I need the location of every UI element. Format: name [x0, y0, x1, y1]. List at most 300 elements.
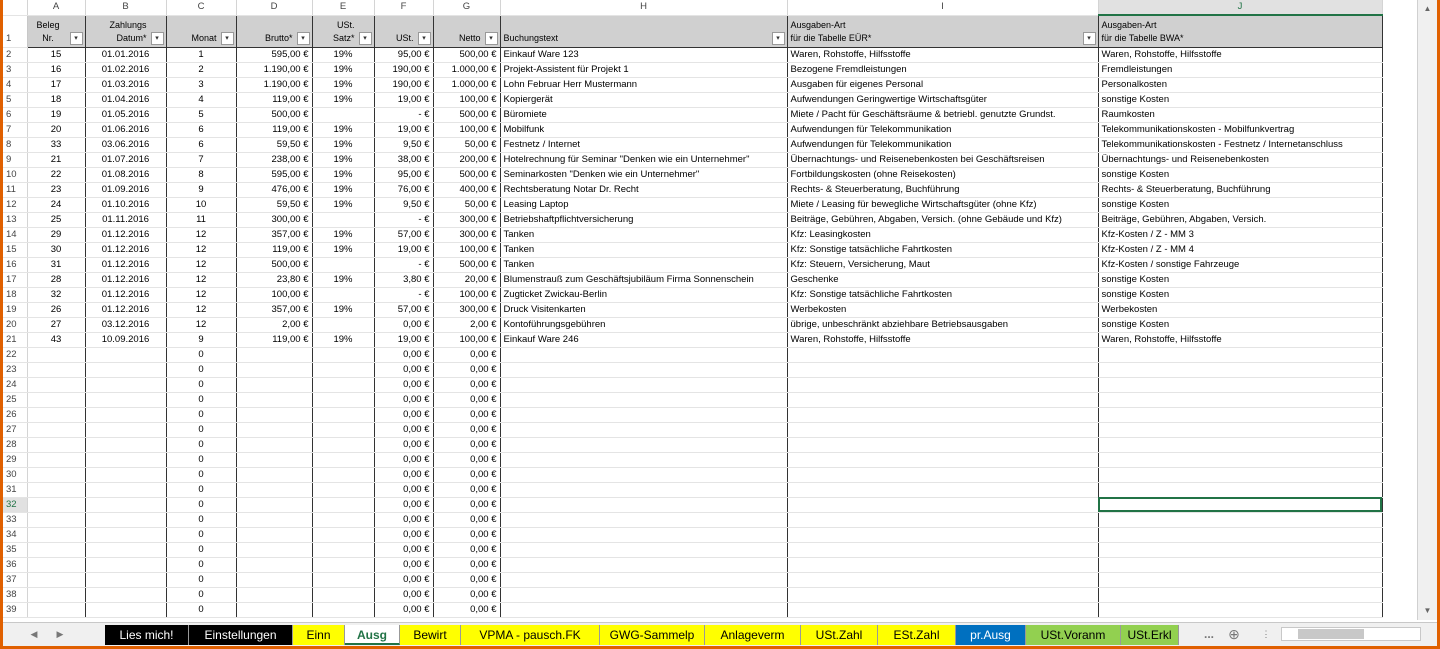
cell-b[interactable] — [85, 452, 166, 467]
cell-b[interactable] — [85, 512, 166, 527]
column-header-a[interactable]: A — [27, 0, 85, 15]
cell-j[interactable]: Fremdleistungen — [1098, 62, 1382, 77]
cell-i[interactable] — [787, 587, 1098, 602]
cell-b[interactable] — [85, 542, 166, 557]
cell-c[interactable]: 6 — [166, 122, 236, 137]
row-header[interactable]: 30 — [3, 467, 27, 482]
cell-a[interactable]: 30 — [27, 242, 85, 257]
cell-a[interactable]: 22 — [27, 167, 85, 182]
cell-h[interactable]: Leasing Laptop — [500, 197, 787, 212]
tab-prev-icon[interactable]: ◀ — [30, 629, 38, 639]
cell-a[interactable]: 33 — [27, 137, 85, 152]
cell-c[interactable]: 0 — [166, 587, 236, 602]
cell-g[interactable]: 0,00 € — [433, 587, 500, 602]
cell-e[interactable]: 19% — [312, 182, 374, 197]
cell-f[interactable]: 9,50 € — [374, 197, 433, 212]
cell-f[interactable]: 0,00 € — [374, 422, 433, 437]
cell-a[interactable] — [27, 392, 85, 407]
cell-b[interactable]: 01.08.2016 — [85, 167, 166, 182]
cell-i[interactable]: Rechts- & Steuerberatung, Buchführung — [787, 182, 1098, 197]
cell-j[interactable]: Kfz-Kosten / sonstige Fahrzeuge — [1098, 257, 1382, 272]
cell-h[interactable]: Seminarkosten "Denken wie ein Unternehmer" — [500, 167, 787, 182]
cell-h[interactable]: Druck Visitenkarten — [500, 302, 787, 317]
cell-c[interactable]: 8 — [166, 167, 236, 182]
cell-c[interactable]: 0 — [166, 512, 236, 527]
tab-lies-mich-[interactable]: Lies mich! — [105, 625, 189, 645]
row-header[interactable]: 18 — [3, 287, 27, 302]
cell-g[interactable]: 200,00 € — [433, 152, 500, 167]
cell-f[interactable]: 0,00 € — [374, 347, 433, 362]
cell-a[interactable]: 17 — [27, 77, 85, 92]
cell-c[interactable]: 0 — [166, 527, 236, 542]
cell-j[interactable]: sonstige Kosten — [1098, 317, 1382, 332]
tab-einstellungen[interactable]: Einstellungen — [189, 625, 293, 645]
cell-h[interactable] — [500, 527, 787, 542]
cell-g[interactable]: 0,00 € — [433, 437, 500, 452]
cell-e[interactable]: 19% — [312, 137, 374, 152]
cell-f[interactable]: 0,00 € — [374, 362, 433, 377]
cell-i[interactable] — [787, 347, 1098, 362]
cell-j[interactable]: Personalkosten — [1098, 77, 1382, 92]
cell-g[interactable]: 0,00 € — [433, 347, 500, 362]
cell-b[interactable]: 01.06.2016 — [85, 122, 166, 137]
cell-g[interactable]: 0,00 € — [433, 557, 500, 572]
cell-d[interactable]: 23,80 € — [236, 272, 312, 287]
cell-g[interactable]: 100,00 € — [433, 242, 500, 257]
cell-b[interactable] — [85, 347, 166, 362]
cell-g[interactable]: 0,00 € — [433, 482, 500, 497]
cell-f[interactable]: 0,00 € — [374, 452, 433, 467]
cell-a[interactable] — [27, 527, 85, 542]
cell-b[interactable]: 01.10.2016 — [85, 197, 166, 212]
cell-f[interactable]: 76,00 € — [374, 182, 433, 197]
cell-a[interactable] — [27, 347, 85, 362]
cell-b[interactable]: 01.12.2016 — [85, 242, 166, 257]
cell-j[interactable]: Waren, Rohstoffe, Hilfsstoffe — [1098, 332, 1382, 347]
cell-f[interactable]: 0,00 € — [374, 497, 433, 512]
cell-g[interactable]: 0,00 € — [433, 602, 500, 617]
cell-h[interactable] — [500, 497, 787, 512]
row-header[interactable]: 29 — [3, 452, 27, 467]
cell-d[interactable]: 119,00 € — [236, 332, 312, 347]
cell-h[interactable]: Hotelrechnung für Seminar "Denken wie ein Unternehmer" — [500, 152, 787, 167]
cell-f[interactable]: 19,00 € — [374, 242, 433, 257]
cell-i[interactable] — [787, 422, 1098, 437]
cell-d[interactable]: 119,00 € — [236, 122, 312, 137]
cell-d[interactable] — [236, 497, 312, 512]
cell-f[interactable]: 19,00 € — [374, 92, 433, 107]
cell-i[interactable] — [787, 557, 1098, 572]
cell-h[interactable] — [500, 377, 787, 392]
cell-d[interactable] — [236, 512, 312, 527]
cell-d[interactable]: 1.190,00 € — [236, 62, 312, 77]
cell-i[interactable] — [787, 377, 1098, 392]
row-header[interactable]: 17 — [3, 272, 27, 287]
cell-g[interactable]: 0,00 € — [433, 542, 500, 557]
cell-j[interactable]: Waren, Rohstoffe, Hilfsstoffe — [1098, 47, 1382, 62]
cell-e[interactable]: 19% — [312, 302, 374, 317]
cell-b[interactable]: 01.09.2016 — [85, 182, 166, 197]
cell-b[interactable] — [85, 587, 166, 602]
tab-pr-ausg[interactable]: pr.Ausg — [956, 625, 1026, 645]
cell-h[interactable] — [500, 467, 787, 482]
cell-d[interactable]: 119,00 € — [236, 92, 312, 107]
cell-i[interactable]: Kfz: Sonstige tatsächliche Fahrtkosten — [787, 287, 1098, 302]
cell-a[interactable] — [27, 407, 85, 422]
cell-c[interactable]: 12 — [166, 317, 236, 332]
cell-d[interactable] — [236, 377, 312, 392]
row-header[interactable]: 22 — [3, 347, 27, 362]
cell-b[interactable]: 03.12.2016 — [85, 317, 166, 332]
scroll-up-icon[interactable]: ▲ — [1423, 4, 1432, 13]
cell-a[interactable] — [27, 542, 85, 557]
row-header[interactable]: 32 — [3, 497, 27, 512]
tab-gwg-sammelp[interactable]: GWG-Sammelp — [600, 625, 705, 645]
cell-c[interactable]: 0 — [166, 572, 236, 587]
cell-a[interactable] — [27, 557, 85, 572]
cell-b[interactable] — [85, 602, 166, 617]
cell-h[interactable]: Büromiete — [500, 107, 787, 122]
cell-e[interactable] — [312, 392, 374, 407]
cell-j[interactable] — [1098, 362, 1382, 377]
cell-g[interactable]: 0,00 € — [433, 452, 500, 467]
filter-dropdown-icon[interactable]: ▾ — [485, 32, 498, 45]
cell-b[interactable]: 10.09.2016 — [85, 332, 166, 347]
cell-e[interactable] — [312, 587, 374, 602]
cell-c[interactable]: 0 — [166, 557, 236, 572]
cell-c[interactable]: 0 — [166, 482, 236, 497]
cell-e[interactable] — [312, 482, 374, 497]
cell-b[interactable] — [85, 557, 166, 572]
cell-i[interactable]: Bezogene Fremdleistungen — [787, 62, 1098, 77]
cell-h[interactable]: Kontoführungsgebühren — [500, 317, 787, 332]
cell-f[interactable]: 0,00 € — [374, 602, 433, 617]
cell-c[interactable]: 7 — [166, 152, 236, 167]
cell-i[interactable] — [787, 452, 1098, 467]
cell-g[interactable]: 2,00 € — [433, 317, 500, 332]
cell-f[interactable]: - € — [374, 212, 433, 227]
vertical-scrollbar[interactable] — [1417, 0, 1437, 620]
cell-f[interactable]: 38,00 € — [374, 152, 433, 167]
cell-e[interactable] — [312, 422, 374, 437]
cell-b[interactable]: 01.11.2016 — [85, 212, 166, 227]
cell-g[interactable]: 500,00 € — [433, 257, 500, 272]
cell-h[interactable]: Kopiergerät — [500, 92, 787, 107]
add-sheet-icon[interactable]: ⊕ — [1228, 626, 1240, 642]
filter-dropdown-icon[interactable]: ▾ — [418, 32, 431, 45]
cell-g[interactable]: 50,00 € — [433, 197, 500, 212]
row-header[interactable]: 9 — [3, 152, 27, 167]
cell-e[interactable] — [312, 347, 374, 362]
cell-i[interactable]: Waren, Rohstoffe, Hilfsstoffe — [787, 332, 1098, 347]
cell-c[interactable]: 5 — [166, 107, 236, 122]
cell-j[interactable] — [1098, 602, 1382, 617]
row-header[interactable]: 12 — [3, 197, 27, 212]
cell-e[interactable]: 19% — [312, 227, 374, 242]
cell-e[interactable]: 19% — [312, 92, 374, 107]
cell-i[interactable]: Ausgaben für eigenes Personal — [787, 77, 1098, 92]
cell-g[interactable]: 400,00 € — [433, 182, 500, 197]
cell-h[interactable]: Festnetz / Internet — [500, 137, 787, 152]
cell-e[interactable]: 19% — [312, 62, 374, 77]
cell-e[interactable]: 19% — [312, 47, 374, 62]
cell-j[interactable] — [1098, 377, 1382, 392]
cell-c[interactable]: 0 — [166, 422, 236, 437]
cell-j[interactable] — [1098, 572, 1382, 587]
cell-h[interactable]: Tanken — [500, 227, 787, 242]
column-header-b[interactable]: B — [85, 0, 166, 15]
cell-e[interactable] — [312, 557, 374, 572]
cell-a[interactable]: 28 — [27, 272, 85, 287]
cell-d[interactable]: 476,00 € — [236, 182, 312, 197]
cell-j[interactable]: Telekommunikationskosten - Festnetz / Internetanschluss — [1098, 137, 1382, 152]
cell-f[interactable]: 0,00 € — [374, 317, 433, 332]
cell-a[interactable]: 25 — [27, 212, 85, 227]
cell-f[interactable]: 0,00 € — [374, 527, 433, 542]
cell-e[interactable] — [312, 107, 374, 122]
cell-d[interactable]: 59,50 € — [236, 197, 312, 212]
cell-h[interactable]: Einkauf Ware 123 — [500, 47, 787, 62]
cell-d[interactable] — [236, 482, 312, 497]
cell-g[interactable]: 0,00 € — [433, 407, 500, 422]
cell-h[interactable] — [500, 587, 787, 602]
cell-f[interactable]: 95,00 € — [374, 167, 433, 182]
cell-d[interactable]: 500,00 € — [236, 257, 312, 272]
cell-g[interactable]: 50,00 € — [433, 137, 500, 152]
cell-j[interactable]: sonstige Kosten — [1098, 167, 1382, 182]
row-header[interactable]: 39 — [3, 602, 27, 617]
cell-f[interactable]: 190,00 € — [374, 77, 433, 92]
column-header-i[interactable]: I — [787, 0, 1098, 15]
cell-f[interactable]: 19,00 € — [374, 122, 433, 137]
cell-b[interactable]: 01.12.2016 — [85, 302, 166, 317]
tab-more[interactable]: ... — [1203, 627, 1214, 641]
cell-f[interactable]: 190,00 € — [374, 62, 433, 77]
cell-i[interactable] — [787, 572, 1098, 587]
column-header-c[interactable]: C — [166, 0, 236, 15]
cell-e[interactable] — [312, 437, 374, 452]
cell-j[interactable] — [1098, 392, 1382, 407]
cell-j[interactable]: Übernachtungs- und Reisenebenkosten — [1098, 152, 1382, 167]
cell-b[interactable]: 01.02.2016 — [85, 62, 166, 77]
cell-h[interactable] — [500, 452, 787, 467]
cell-j[interactable]: Rechts- & Steuerberatung, Buchführung — [1098, 182, 1382, 197]
cell-b[interactable]: 01.12.2016 — [85, 257, 166, 272]
cell-i[interactable]: Kfz: Sonstige tatsächliche Fahrtkosten — [787, 242, 1098, 257]
cell-c[interactable]: 0 — [166, 392, 236, 407]
column-header-e[interactable]: E — [312, 0, 374, 15]
cell-g[interactable]: 1.000,00 € — [433, 77, 500, 92]
cell-g[interactable]: 0,00 € — [433, 527, 500, 542]
cell-i[interactable] — [787, 527, 1098, 542]
cell-h[interactable]: Blumenstrauß zum Geschäftsjubiläum Firma Sonnenschein — [500, 272, 787, 287]
row-header[interactable]: 6 — [3, 107, 27, 122]
tab-anlageverm[interactable]: Anlageverm — [705, 625, 801, 645]
row-header[interactable]: 23 — [3, 362, 27, 377]
cell-b[interactable]: 01.07.2016 — [85, 152, 166, 167]
cell-i[interactable]: Waren, Rohstoffe, Hilfsstoffe — [787, 47, 1098, 62]
cell-f[interactable]: 0,00 € — [374, 572, 433, 587]
cell-j[interactable] — [1098, 467, 1382, 482]
cell-j[interactable]: Kfz-Kosten / Z - MM 3 — [1098, 227, 1382, 242]
cell-j[interactable]: sonstige Kosten — [1098, 197, 1382, 212]
cell-i[interactable] — [787, 437, 1098, 452]
row-header[interactable]: 16 — [3, 257, 27, 272]
cell-e[interactable]: 19% — [312, 122, 374, 137]
cell-d[interactable] — [236, 557, 312, 572]
column-header-h[interactable]: H — [500, 0, 787, 15]
row-header[interactable]: 31 — [3, 482, 27, 497]
cell-b[interactable]: 01.05.2016 — [85, 107, 166, 122]
cell-a[interactable] — [27, 377, 85, 392]
cell-f[interactable]: 0,00 € — [374, 542, 433, 557]
cell-c[interactable]: 6 — [166, 137, 236, 152]
cell-h[interactable]: Einkauf Ware 246 — [500, 332, 787, 347]
cell-b[interactable]: 01.12.2016 — [85, 287, 166, 302]
cell-d[interactable]: 59,50 € — [236, 137, 312, 152]
cell-a[interactable] — [27, 497, 85, 512]
cell-g[interactable]: 0,00 € — [433, 467, 500, 482]
cell-h[interactable] — [500, 512, 787, 527]
cell-j[interactable]: Raumkosten — [1098, 107, 1382, 122]
cell-j[interactable]: sonstige Kosten — [1098, 287, 1382, 302]
cell-j[interactable]: sonstige Kosten — [1098, 272, 1382, 287]
cell-j[interactable] — [1098, 542, 1382, 557]
cell-h[interactable]: Tanken — [500, 257, 787, 272]
cell-f[interactable]: 0,00 € — [374, 557, 433, 572]
cell-c[interactable]: 3 — [166, 77, 236, 92]
cell-f[interactable]: 9,50 € — [374, 137, 433, 152]
row-header[interactable]: 33 — [3, 512, 27, 527]
cell-e[interactable] — [312, 512, 374, 527]
cell-a[interactable] — [27, 362, 85, 377]
row-header[interactable]: 2 — [3, 47, 27, 62]
cell-j[interactable] — [1098, 512, 1382, 527]
cell-c[interactable]: 4 — [166, 92, 236, 107]
row-header[interactable]: 4 — [3, 77, 27, 92]
cell-d[interactable] — [236, 422, 312, 437]
cell-i[interactable] — [787, 512, 1098, 527]
cell-b[interactable] — [85, 497, 166, 512]
cell-j[interactable] — [1098, 497, 1382, 512]
cell-j[interactable] — [1098, 422, 1382, 437]
filter-dropdown-icon[interactable]: ▾ — [221, 32, 234, 45]
cell-i[interactable] — [787, 362, 1098, 377]
cell-d[interactable] — [236, 467, 312, 482]
filter-dropdown-icon[interactable]: ▾ — [359, 32, 372, 45]
cell-e[interactable] — [312, 527, 374, 542]
cell-c[interactable]: 12 — [166, 287, 236, 302]
cell-g[interactable]: 300,00 € — [433, 227, 500, 242]
cell-i[interactable] — [787, 407, 1098, 422]
cell-e[interactable] — [312, 602, 374, 617]
cell-g[interactable]: 500,00 € — [433, 107, 500, 122]
cell-b[interactable] — [85, 362, 166, 377]
cell-i[interactable]: Aufwendungen für Telekommunikation — [787, 122, 1098, 137]
cell-g[interactable]: 0,00 € — [433, 362, 500, 377]
cell-b[interactable] — [85, 437, 166, 452]
cell-h[interactable]: Projekt-Assistent für Projekt 1 — [500, 62, 787, 77]
select-all-corner[interactable] — [3, 0, 27, 15]
cell-a[interactable] — [27, 602, 85, 617]
scroll-thumb[interactable] — [1298, 629, 1364, 639]
row-header[interactable]: 38 — [3, 587, 27, 602]
cell-c[interactable]: 0 — [166, 602, 236, 617]
cell-e[interactable]: 19% — [312, 242, 374, 257]
cell-e[interactable]: 19% — [312, 152, 374, 167]
cell-h[interactable] — [500, 392, 787, 407]
filter-dropdown-icon[interactable]: ▾ — [772, 32, 785, 45]
cell-g[interactable]: 500,00 € — [433, 47, 500, 62]
cell-i[interactable] — [787, 392, 1098, 407]
cell-e[interactable] — [312, 407, 374, 422]
cell-f[interactable]: - € — [374, 257, 433, 272]
cell-c[interactable]: 10 — [166, 197, 236, 212]
cell-i[interactable]: Werbekosten — [787, 302, 1098, 317]
cell-i[interactable]: Kfz: Leasingkosten — [787, 227, 1098, 242]
cell-j[interactable]: sonstige Kosten — [1098, 92, 1382, 107]
cell-c[interactable]: 0 — [166, 497, 236, 512]
cell-b[interactable] — [85, 392, 166, 407]
cell-h[interactable]: Lohn Februar Herr Mustermann — [500, 77, 787, 92]
cell-h[interactable] — [500, 557, 787, 572]
row-header[interactable]: 20 — [3, 317, 27, 332]
scroll-down-icon[interactable]: ▼ — [1423, 606, 1432, 615]
cell-d[interactable] — [236, 437, 312, 452]
cell-d[interactable]: 100,00 € — [236, 287, 312, 302]
cell-a[interactable] — [27, 452, 85, 467]
cell-c[interactable]: 9 — [166, 182, 236, 197]
cell-i[interactable] — [787, 497, 1098, 512]
cell-c[interactable]: 12 — [166, 242, 236, 257]
row-header[interactable]: 27 — [3, 422, 27, 437]
cell-g[interactable]: 0,00 € — [433, 377, 500, 392]
cell-g[interactable]: 20,00 € — [433, 272, 500, 287]
cell-f[interactable]: 0,00 € — [374, 587, 433, 602]
cell-j[interactable]: Beiträge, Gebühren, Abgaben, Versich. — [1098, 212, 1382, 227]
cell-i[interactable] — [787, 602, 1098, 617]
cell-i[interactable]: Miete / Pacht für Geschäftsräume & betriebl. genutzte Grundst. — [787, 107, 1098, 122]
cell-h[interactable]: Betriebshaftpflichtversicherung — [500, 212, 787, 227]
cell-c[interactable]: 11 — [166, 212, 236, 227]
cell-g[interactable]: 100,00 € — [433, 332, 500, 347]
cell-f[interactable]: 57,00 € — [374, 227, 433, 242]
cell-g[interactable]: 300,00 € — [433, 212, 500, 227]
cell-d[interactable] — [236, 542, 312, 557]
cell-g[interactable]: 0,00 € — [433, 392, 500, 407]
cell-a[interactable] — [27, 587, 85, 602]
row-header[interactable]: 11 — [3, 182, 27, 197]
cell-j[interactable] — [1098, 452, 1382, 467]
cell-e[interactable] — [312, 572, 374, 587]
cell-d[interactable] — [236, 407, 312, 422]
cell-h[interactable]: Tanken — [500, 242, 787, 257]
cell-c[interactable]: 0 — [166, 407, 236, 422]
cell-g[interactable]: 100,00 € — [433, 287, 500, 302]
cell-b[interactable] — [85, 482, 166, 497]
cell-e[interactable] — [312, 542, 374, 557]
cell-a[interactable]: 31 — [27, 257, 85, 272]
cell-f[interactable]: 0,00 € — [374, 377, 433, 392]
cell-d[interactable]: 2,00 € — [236, 317, 312, 332]
cell-c[interactable]: 0 — [166, 377, 236, 392]
cell-b[interactable] — [85, 527, 166, 542]
cell-a[interactable] — [27, 467, 85, 482]
column-header-j[interactable]: J — [1098, 0, 1382, 15]
spreadsheet-grid[interactable] — [3, 0, 1423, 620]
cell-j[interactable] — [1098, 527, 1382, 542]
cell-e[interactable]: 19% — [312, 77, 374, 92]
